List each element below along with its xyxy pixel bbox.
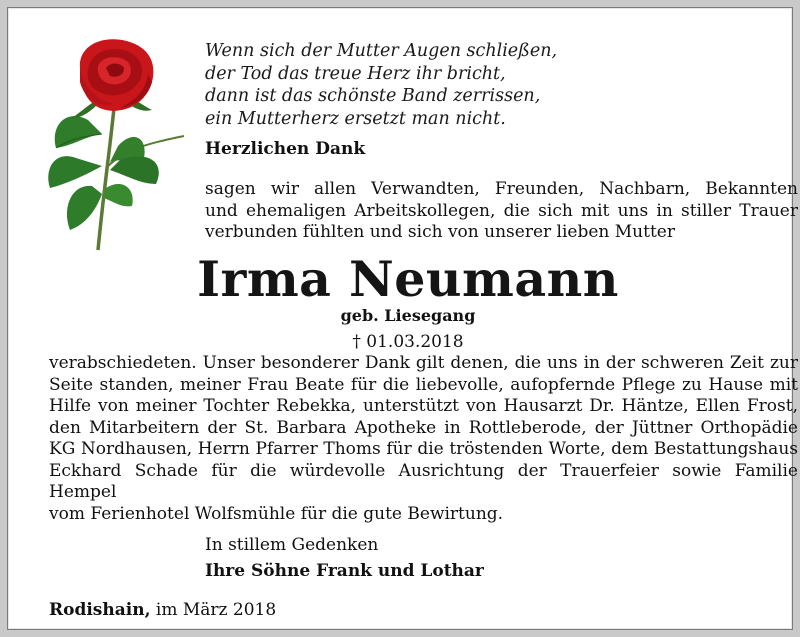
body-line: Eckhard Schade für die würdevolle Ausrichtung der Trauerfeier sowie Familie Hempel: [49, 460, 798, 502]
death-date: † 01.03.2018: [352, 332, 464, 352]
obituary-card: [7, 7, 798, 630]
poem-line: der Tod das treue Herz ihr bricht,: [205, 63, 506, 84]
deceased-name: Irma Neumann: [197, 250, 619, 308]
body-line: Seite standen, meiner Frau Beate für die liebevolle, aufopfernde Pflege zu Hause mit: [49, 374, 798, 395]
body-line: Hilfe von meiner Tochter Rebekka, unterstützt von Hausarzt Dr. Häntze, Ellen Frost,: [49, 396, 798, 416]
place-date-text: im März 2018: [155, 600, 277, 620]
intro-line: verbunden fühlten und sich von unserer lieben Mutter: [205, 222, 675, 242]
place-date: [49, 600, 276, 621]
thanks-paragraph: [49, 353, 798, 525]
birth-name: geb. Liesegang: [340, 306, 476, 325]
intro-line: sagen wir allen Verwandten, Freunden, Nachbarn, Bekannten: [205, 179, 798, 199]
intro-line: und ehemaligen Arbeitskollegen, die sich mit uns in stiller Trauer: [205, 200, 798, 221]
poem-line: ein Mutterherz ersetzt man nicht.: [205, 108, 506, 129]
poem: [205, 40, 557, 130]
place-town: Rodishain,: [49, 600, 151, 620]
body-line: vom Ferienhotel Wolfsmühle für die gute Bewirtung.: [49, 503, 504, 524]
poem-line: dann ist das schönste Band zerrissen,: [205, 86, 541, 106]
body-line: KG Nordhausen, Herrn Pfarrer Thoms für die tröstenden Worte, dem Bestattungshaus: [49, 439, 798, 459]
body-line: verabschiedeten. Unser besonderer Dank gilt denen, die uns in der schweren Zeit zur: [49, 353, 798, 373]
poem-line: Wenn sich der Mutter Augen schließen,: [205, 41, 558, 61]
red-rose-icon: [36, 38, 186, 258]
body-line: den Mitarbeitern der St. Barbara Apotheke in Rottleberode, der Jüttner Orthopädie: [49, 417, 798, 438]
signers: Ihre Söhne Frank und Lothar: [205, 561, 484, 581]
intro-paragraph: [205, 179, 798, 244]
memory-line: In stillem Gedenken: [205, 535, 379, 555]
thanks-heading: Herzlichen Dank: [205, 139, 366, 159]
